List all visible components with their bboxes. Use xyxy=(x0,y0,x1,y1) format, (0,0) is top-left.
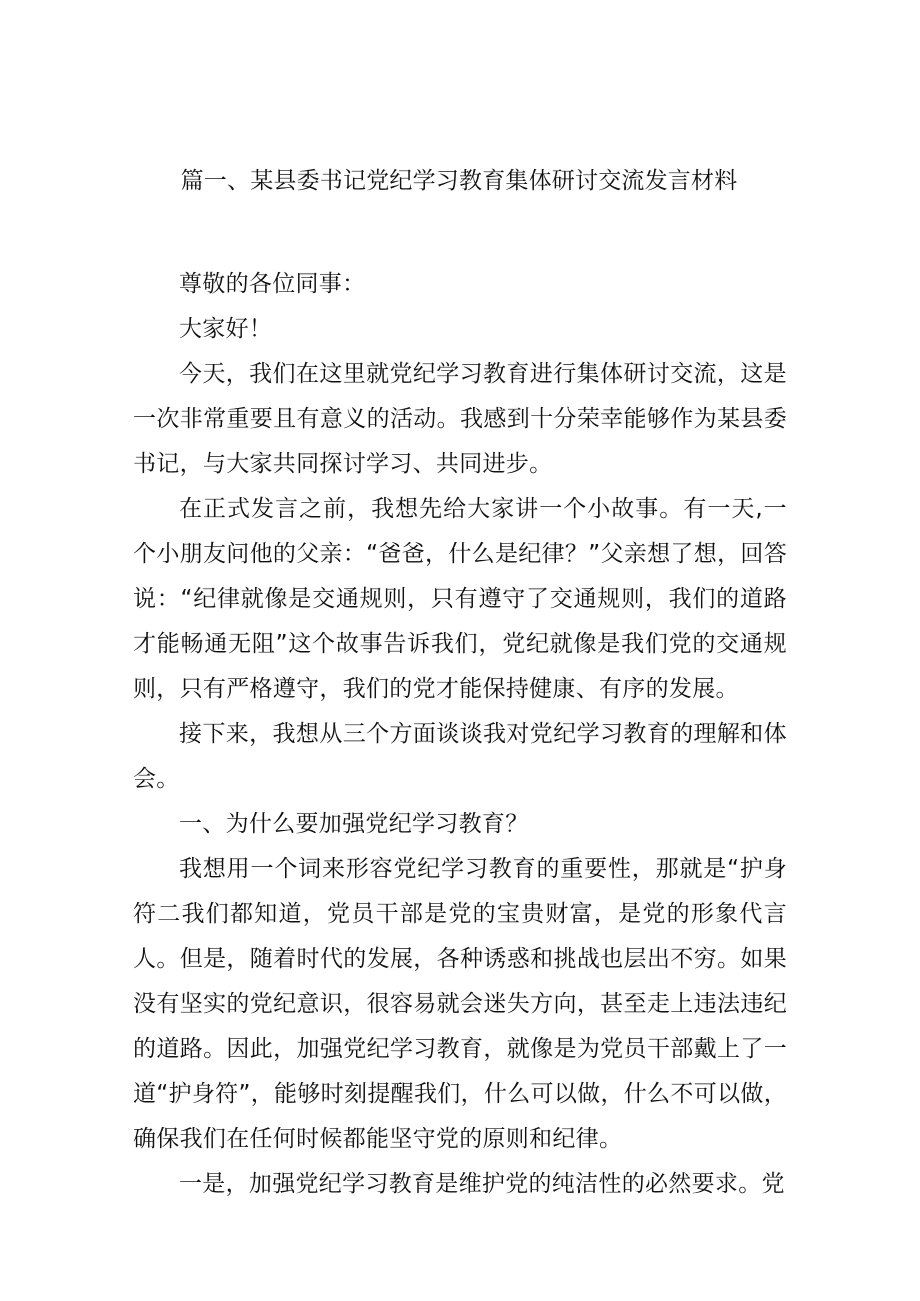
document-title: 篇一、某县委书记党纪学习教育集体研讨交流发言材料 xyxy=(180,168,738,194)
paragraph: 在正式发言之前，我想先给大家讲一个小故事。有一天,一个小朋友问他的父亲：“爸爸，什么是纪律？”父亲想了想，回答说：“纪律就像是交通规则，只有遵守了交通规则，我们的道路才能畅通无阻”这个故事告诉我们，党纪就像是我们党的交通规则，只有严格遵守，我们的党才能保持健康、有序的发展。 xyxy=(133,496,787,702)
document-body xyxy=(133,262,787,1207)
paragraph: 今天，我们在这里就党纪学习教育进行集体研讨交流，这是一次非常重要且有意义的活动。我感到十分荣幸能够作为某县委书记，与大家共同探讨学习、共同进步。 xyxy=(133,361,787,477)
paragraph: 一是，加强党纪学习教育是维护党的纯洁性的必然要求。党 xyxy=(179,1171,785,1197)
paragraph-salutation: 尊敬的各位同事： xyxy=(179,271,366,297)
section-heading: 一、为什么要加强党纪学习教育？ xyxy=(179,811,529,837)
paragraph-greeting: 大家好！ xyxy=(179,316,273,342)
paragraph: 我想用一个词来形容党纪学习教育的重要性，那就是“护身符二我们都知道，党员干部是党的宝贵财富，是党的形象代言人。但是，随着时代的发展，各种诱惑和挑战也层出不穷。如果没有坚实的党纪意识，很容易就会迷失方向，甚至走上违法违纪的道路。因此，加强党纪学习教育，就像是为党员干部戴上了一道“护身符”，能够时刻提醒我们，什么可以做，什么不可以做，确保我们在任何时候都能坚守党的原则和纪律。 xyxy=(133,856,787,1152)
paragraph: 接下来，我想从三个方面谈谈我对党纪学习教育的理解和体会。 xyxy=(133,721,787,792)
